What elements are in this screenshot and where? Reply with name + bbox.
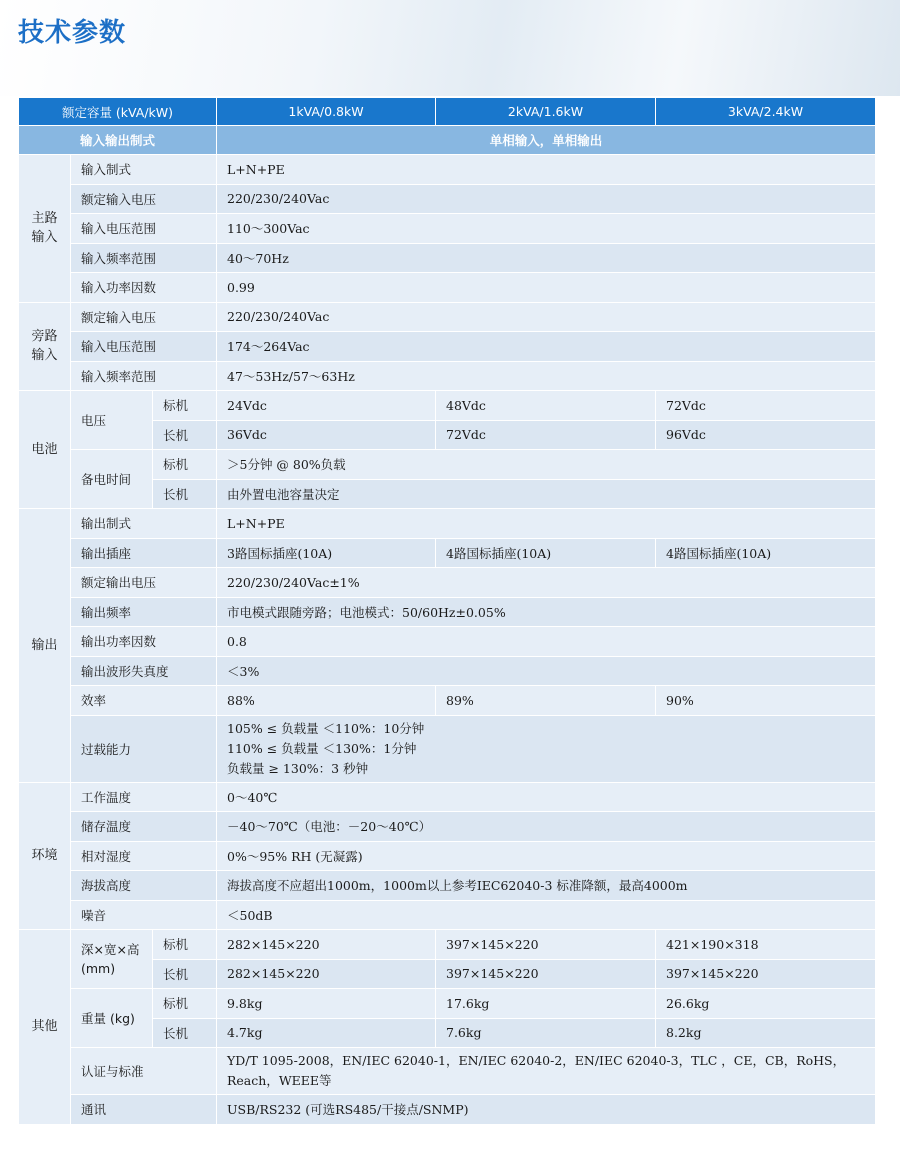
- cell-value: 397×145×220: [436, 930, 656, 960]
- table-row: [19, 273, 876, 303]
- row-label: 输入频率范围: [71, 243, 217, 273]
- group-label: 旁路输入: [31, 329, 58, 364]
- sub-label: 长机: [153, 959, 217, 989]
- row-label: 输入功率因数: [71, 273, 217, 303]
- table-row: [19, 627, 876, 657]
- row-value: L+N+PE: [217, 509, 876, 539]
- row-value: 110～300Vac: [217, 214, 876, 244]
- row-label: 输出波形失真度: [71, 656, 217, 686]
- row-value: 0%～95% RH (无凝露): [217, 841, 876, 871]
- sub-label: 标机: [153, 450, 217, 480]
- table-row: [19, 812, 876, 842]
- table-row: [19, 184, 876, 214]
- cell-value: 88%: [217, 686, 436, 716]
- row-value: 47～53Hz/57～63Hz: [217, 361, 876, 391]
- row-value: 40～70Hz: [217, 243, 876, 273]
- cell-value: 421×190×318: [656, 930, 876, 960]
- row-label: 工作温度: [71, 782, 217, 812]
- overload-line: 110% ≤ 负载量 ＜130%：1分钟: [227, 740, 417, 756]
- row-label: 输入电压范围: [71, 214, 217, 244]
- weight-label: 重量 (kg): [71, 989, 153, 1048]
- row-label: 额定输入电压: [71, 184, 217, 214]
- io-system-row: [19, 126, 876, 155]
- overload-line: 负载量 ≥ 130%：3 秒钟: [227, 760, 369, 776]
- sub-label: 标机: [153, 989, 217, 1019]
- table-row: [19, 361, 876, 391]
- group-environment: 环境: [19, 782, 71, 930]
- sub-label: 长机: [153, 420, 217, 450]
- row-label: 输入制式: [71, 155, 217, 185]
- sub-label: 标机: [153, 930, 217, 960]
- cell-value: 48Vdc: [436, 391, 656, 421]
- cell-value: 72Vdc: [436, 420, 656, 450]
- row-value: 海拔高度不应超出1000m，1000m以上参考IEC62040-3 标准降额，最高4000m: [217, 871, 876, 901]
- table-row: [19, 686, 876, 716]
- row-label: 效率: [71, 686, 217, 716]
- row-label: 海拔高度: [71, 871, 217, 901]
- cell-value: 282×145×220: [217, 959, 436, 989]
- overload-values: [217, 715, 876, 782]
- header-row: [19, 98, 876, 126]
- group-main-input: [19, 155, 71, 303]
- row-label: 输出频率: [71, 597, 217, 627]
- group-bypass-input: [19, 302, 71, 391]
- row-value: L+N+PE: [217, 155, 876, 185]
- row-label: 额定输入电压: [71, 302, 217, 332]
- model-2-header: 2kVA/1.6kW: [436, 98, 656, 126]
- row-value: 市电模式跟随旁路；电池模式：50/60Hz±0.05%: [217, 597, 876, 627]
- cell-value: 24Vdc: [217, 391, 436, 421]
- backup-time-label: 备电时间: [71, 450, 153, 509]
- row-value: ＜50dB: [217, 900, 876, 930]
- table-row: [19, 1048, 876, 1095]
- spec-table: [18, 97, 876, 1125]
- row-value: 由外置电池容量决定: [217, 479, 876, 509]
- table-row: [19, 243, 876, 273]
- table-row: [19, 871, 876, 901]
- table-row: [19, 214, 876, 244]
- table-row: [19, 538, 876, 568]
- sub-label: 长机: [153, 1018, 217, 1048]
- row-label: 储存温度: [71, 812, 217, 842]
- cell-value: 4路国标插座(10A): [436, 538, 656, 568]
- row-label: 输出制式: [71, 509, 217, 539]
- row-value: 0～40℃: [217, 782, 876, 812]
- table-row: [19, 391, 876, 421]
- io-system-value: 单相输入，单相输出: [217, 126, 876, 155]
- row-label: 过载能力: [71, 715, 217, 782]
- row-label: 输入电压范围: [71, 332, 217, 362]
- table-row: [19, 782, 876, 812]
- table-row: [19, 930, 876, 960]
- cell-value: 397×145×220: [436, 959, 656, 989]
- cell-value: 8.2kg: [656, 1018, 876, 1048]
- cell-value: 9.8kg: [217, 989, 436, 1019]
- table-row: [19, 509, 876, 539]
- sub-label: 长机: [153, 479, 217, 509]
- cell-value: 90%: [656, 686, 876, 716]
- cell-value: 26.6kg: [656, 989, 876, 1019]
- row-value: 174～264Vac: [217, 332, 876, 362]
- model-3-header: 3kVA/2.4kW: [656, 98, 876, 126]
- table-row: [19, 302, 876, 332]
- row-value: USB/RS232 (可选RS485/干接点/SNMP): [217, 1095, 876, 1125]
- row-value: －40～70℃（电池：－20～40℃）: [217, 812, 876, 842]
- group-battery: 电池: [19, 391, 71, 509]
- io-system-label: 输入输出制式: [19, 126, 217, 155]
- sub-label: 标机: [153, 391, 217, 421]
- group-others: 其他: [19, 930, 71, 1125]
- row-label: 输入频率范围: [71, 361, 217, 391]
- table-row: [19, 900, 876, 930]
- table-row: [19, 450, 876, 480]
- table-row: [19, 155, 876, 185]
- table-row: [19, 568, 876, 598]
- cell-value: 282×145×220: [217, 930, 436, 960]
- row-label: 通讯: [71, 1095, 217, 1125]
- table-row: [19, 989, 876, 1019]
- cell-value: 4路国标插座(10A): [656, 538, 876, 568]
- row-label: 认证与标准: [71, 1048, 217, 1095]
- table-row: [19, 841, 876, 871]
- cell-value: 36Vdc: [217, 420, 436, 450]
- rated-capacity-label: 额定容量 (kVA/kW): [19, 98, 217, 126]
- group-output: 输出: [19, 509, 71, 783]
- table-row: [19, 1095, 876, 1125]
- dimensions-label: 深×宽×高 (mm): [71, 930, 153, 989]
- row-value: ＜3%: [217, 656, 876, 686]
- table-row: [19, 332, 876, 362]
- row-label: 相对湿度: [71, 841, 217, 871]
- table-row: [19, 597, 876, 627]
- model-1-header: 1kVA/0.8kW: [217, 98, 436, 126]
- row-label: 额定输出电压: [71, 568, 217, 598]
- row-value: 0.8: [217, 627, 876, 657]
- battery-voltage-label: 电压: [71, 391, 153, 450]
- cell-value: 96Vdc: [656, 420, 876, 450]
- header-background: [0, 0, 900, 96]
- row-label: 输出功率因数: [71, 627, 217, 657]
- row-label: 噪音: [71, 900, 217, 930]
- cell-value: 4.7kg: [217, 1018, 436, 1048]
- page-title: 技术参数: [18, 18, 127, 48]
- row-label: 输出插座: [71, 538, 217, 568]
- row-value: 220/230/240Vac: [217, 184, 876, 214]
- cell-value: 397×145×220: [656, 959, 876, 989]
- row-value: YD/T 1095-2008，EN/IEC 62040-1，EN/IEC 62040-2，EN/IEC 62040-3，TLC ，CE，CB，RoHS，Reach，WEEE等: [217, 1048, 876, 1095]
- cell-value: 7.6kg: [436, 1018, 656, 1048]
- table-row: [19, 715, 876, 782]
- cell-value: 3路国标插座(10A): [217, 538, 436, 568]
- row-value: 220/230/240Vac: [217, 302, 876, 332]
- overload-line: 105% ≤ 负载量 ＜110%：10分钟: [227, 720, 425, 736]
- cell-value: 17.6kg: [436, 989, 656, 1019]
- row-value: ＞5分钟 @ 80%负载: [217, 450, 876, 480]
- table-row: [19, 656, 876, 686]
- group-label: 主路输入: [31, 211, 58, 246]
- cell-value: 72Vdc: [656, 391, 876, 421]
- cell-value: 89%: [436, 686, 656, 716]
- row-value: 0.99: [217, 273, 876, 303]
- row-value: 220/230/240Vac±1%: [217, 568, 876, 598]
